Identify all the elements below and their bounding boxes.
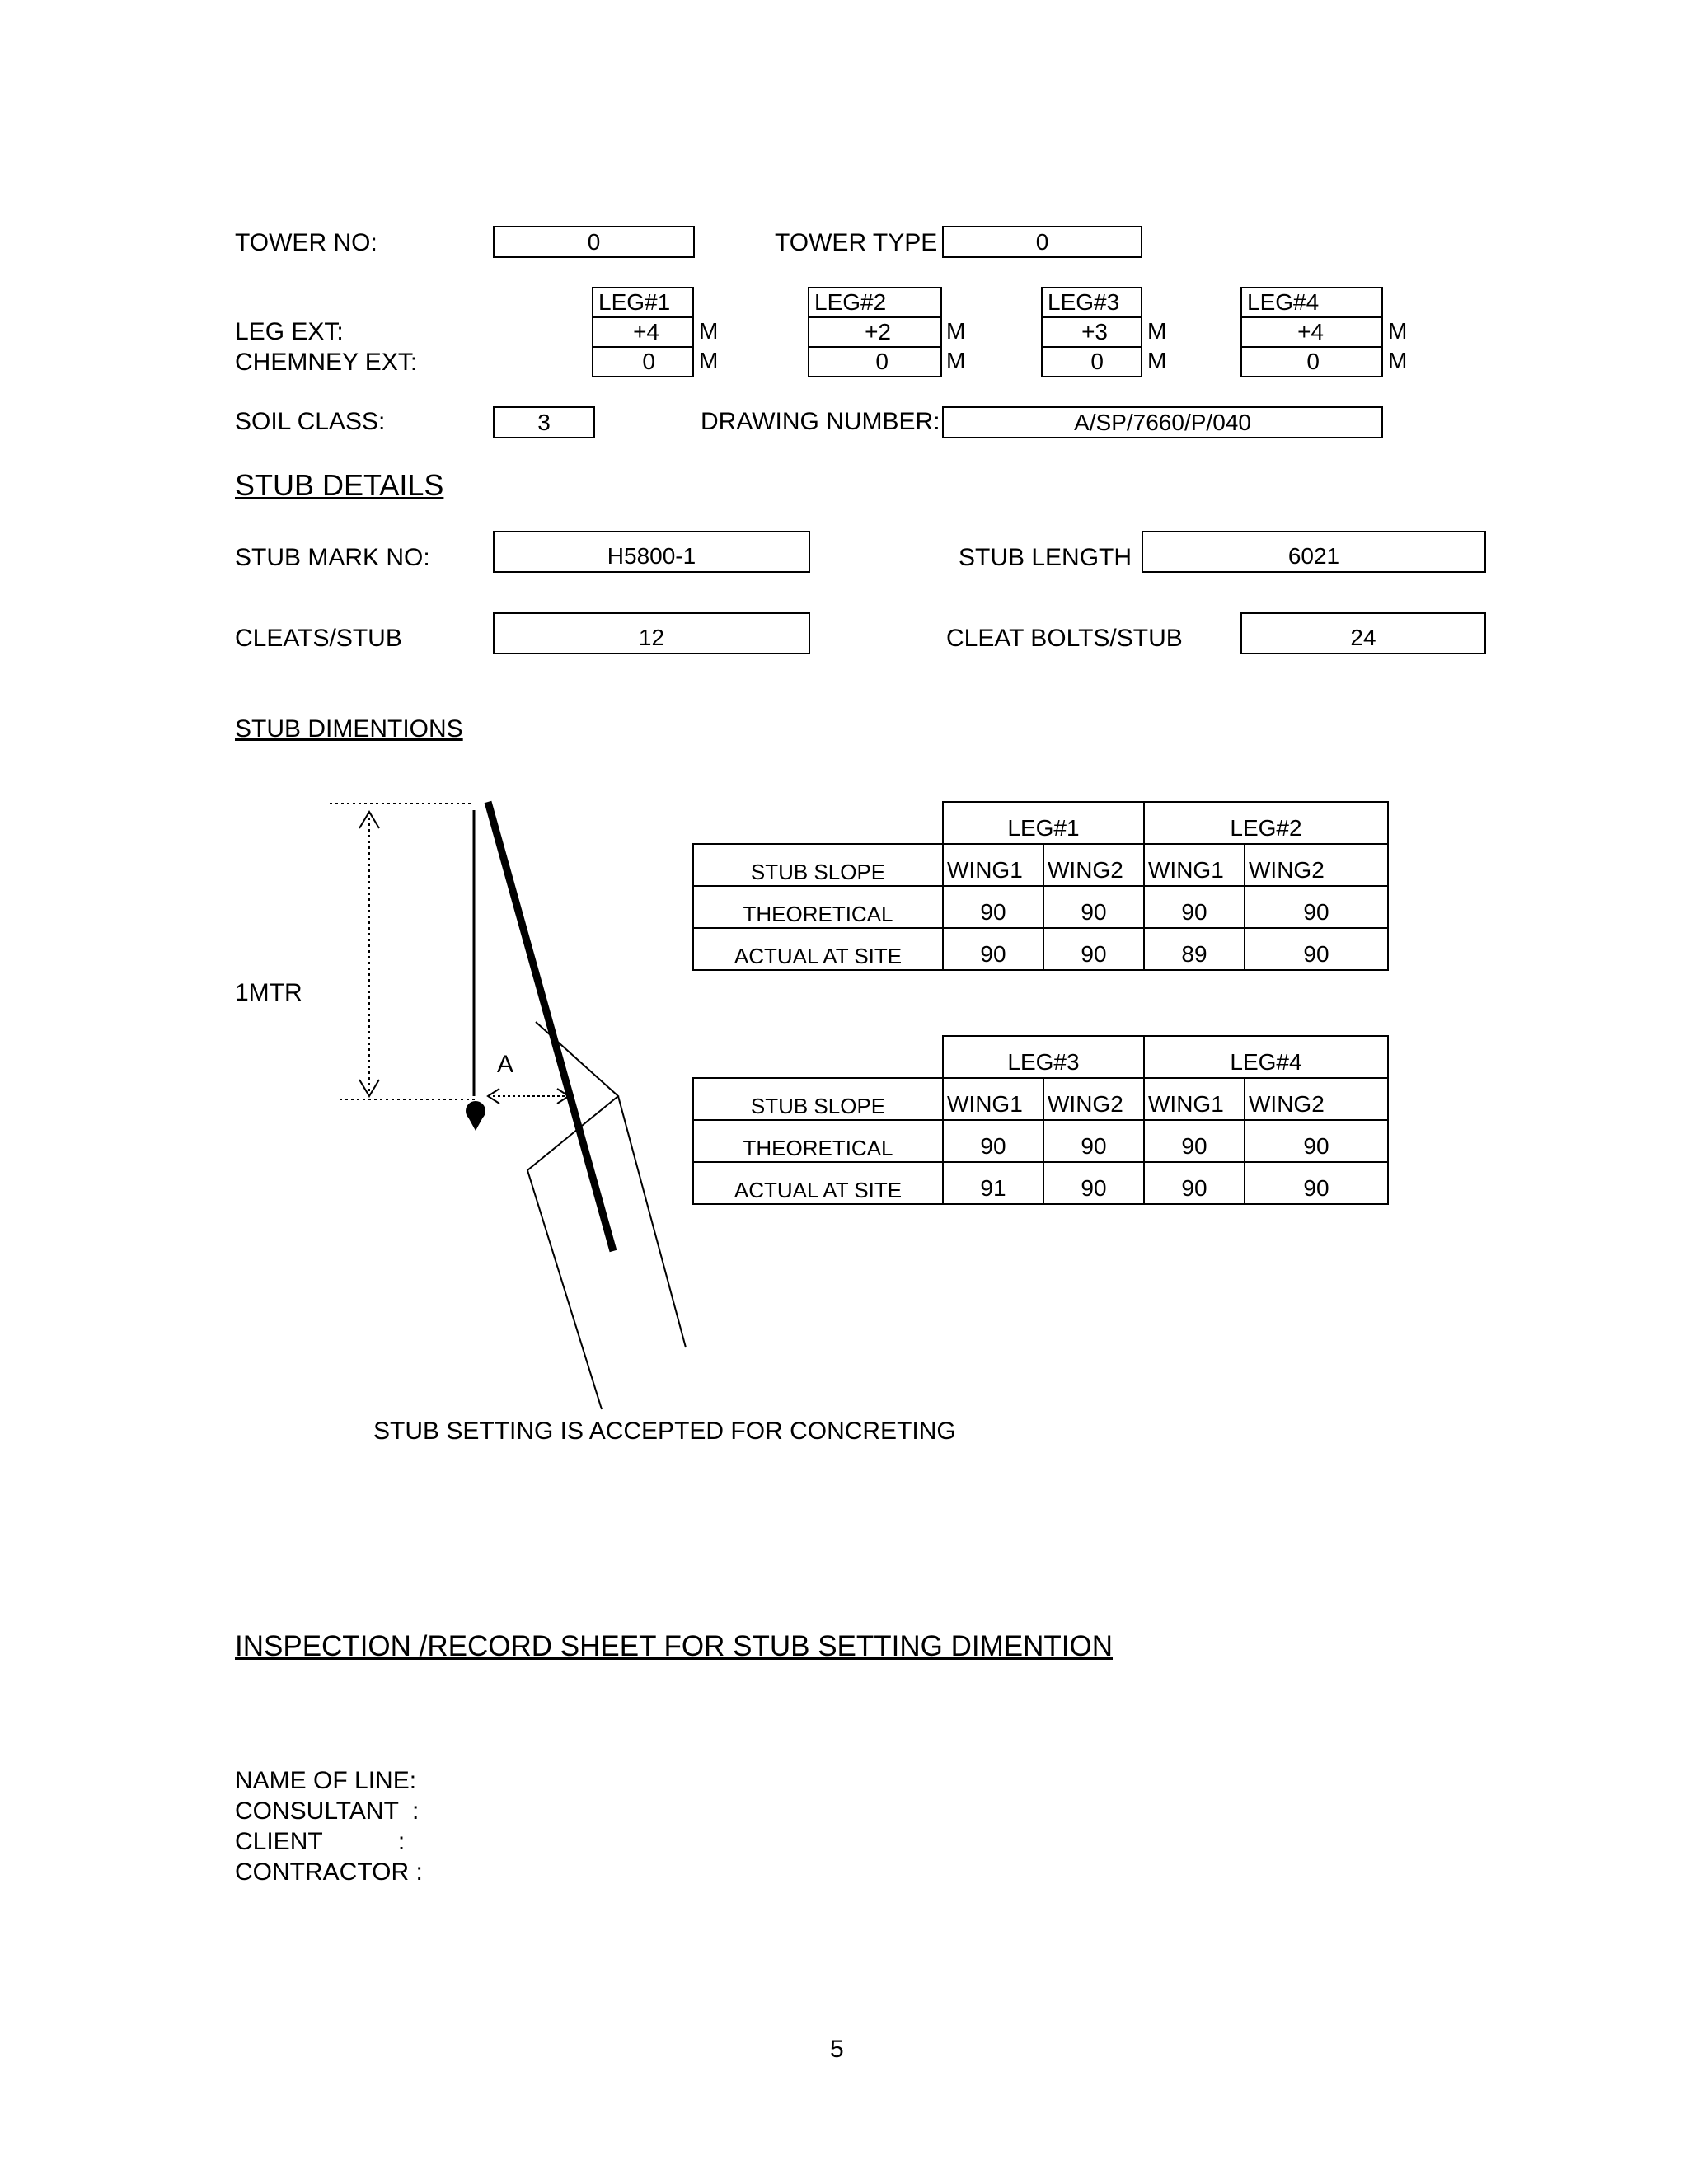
- stub-dimentions-heading: STUB DIMENTIONS: [235, 715, 463, 743]
- table1-wing-header: WING2: [1245, 844, 1388, 886]
- stub-length-field[interactable]: 6021: [1142, 531, 1486, 573]
- cleats-label: CLEATS/STUB: [235, 625, 402, 652]
- table2-wing-header: WING1: [943, 1078, 1043, 1120]
- table2-leg-header-2: LEG#4: [1144, 1036, 1388, 1078]
- table1-leg-header-1: LEG#1: [943, 802, 1144, 844]
- table1-theoretical-value[interactable]: 90: [943, 886, 1043, 928]
- leg2-chimney-ext-field[interactable]: 0: [808, 346, 942, 377]
- chimney-ext-label: CHEMNEY EXT:: [235, 349, 418, 376]
- leg1-leg-ext-field[interactable]: +4: [592, 316, 694, 348]
- record-sheet-title: INSPECTION /RECORD SHEET FOR STUB SETTING DIMENTION: [235, 1630, 1113, 1662]
- tower-no-field[interactable]: 0: [493, 226, 695, 258]
- leg3-header: LEG#3: [1041, 287, 1142, 318]
- leg4-header: LEG#4: [1240, 287, 1383, 318]
- table1-theoretical-label: THEORETICAL: [693, 886, 943, 928]
- table1-wing-header: WING1: [943, 844, 1043, 886]
- table2-actual-value[interactable]: 91: [943, 1162, 1043, 1204]
- table1-actual-label: ACTUAL AT SITE: [693, 928, 943, 970]
- leg2-chimney-ext-unit: M: [946, 348, 966, 373]
- leg3-chimney-ext-unit: M: [1147, 348, 1167, 373]
- leg-ext-label: LEG EXT:: [235, 318, 344, 345]
- contractor-label: CONTRACTOR :: [235, 1858, 423, 1886]
- cleats-field[interactable]: 12: [493, 612, 810, 654]
- tower-no-label: TOWER NO:: [235, 229, 377, 256]
- acceptance-text: STUB SETTING IS ACCEPTED FOR CONCRETING: [373, 1418, 956, 1445]
- leg4-chimney-ext-field[interactable]: 0: [1240, 346, 1383, 377]
- table2-theoretical-value[interactable]: 90: [1144, 1120, 1245, 1162]
- table1-theoretical-value[interactable]: 90: [1043, 886, 1144, 928]
- soil-class-label: SOIL CLASS:: [235, 408, 386, 435]
- table2-blank-cell: [693, 1036, 943, 1078]
- page-number: 5: [830, 2036, 844, 2063]
- leg2-leg-ext-unit: M: [946, 318, 966, 344]
- table2-theoretical-label: THEORETICAL: [693, 1120, 943, 1162]
- table2-actual-value[interactable]: 90: [1144, 1162, 1245, 1204]
- table1-wing-header: WING2: [1043, 844, 1144, 886]
- tower-type-field[interactable]: 0: [942, 226, 1142, 258]
- tower-type-label: TOWER TYPE: [775, 229, 938, 256]
- height-arrow-bottom: [359, 1080, 379, 1096]
- table1-theoretical-value[interactable]: 90: [1245, 886, 1388, 928]
- table1-leg-header-2: LEG#2: [1144, 802, 1388, 844]
- stub-length-label: STUB LENGTH: [959, 544, 1132, 571]
- table1-actual-value[interactable]: 90: [943, 928, 1043, 970]
- leg2-leg-ext-field[interactable]: +2: [808, 316, 942, 348]
- stub-slope-table-2: [692, 1035, 1389, 1205]
- table2-stub-slope-label: STUB SLOPE: [693, 1078, 943, 1120]
- leg2-header: LEG#2: [808, 287, 942, 318]
- drawing-number-field[interactable]: A/SP/7660/P/040: [942, 406, 1383, 438]
- table2-theoretical-value[interactable]: 90: [1043, 1120, 1144, 1162]
- leg1-leg-ext-unit: M: [699, 318, 719, 344]
- client-label: CLIENT :: [235, 1828, 406, 1855]
- leg1-header: LEG#1: [592, 287, 694, 318]
- leg1-chimney-ext-unit: M: [699, 348, 719, 373]
- table1-actual-value[interactable]: 90: [1245, 928, 1388, 970]
- table1-blank-cell: [693, 802, 943, 844]
- table1-theoretical-value[interactable]: 90: [1144, 886, 1245, 928]
- table1-stub-slope-label: STUB SLOPE: [693, 844, 943, 886]
- diagram-height-label: 1MTR: [235, 979, 302, 1006]
- stub-member: [488, 802, 613, 1251]
- table2-actual-value[interactable]: 90: [1245, 1162, 1388, 1204]
- leg4-leg-ext-field[interactable]: +4: [1240, 316, 1383, 348]
- table2-actual-value[interactable]: 90: [1043, 1162, 1144, 1204]
- diagram-offset-label: A: [497, 1051, 514, 1078]
- table2-theoretical-value[interactable]: 90: [1245, 1120, 1388, 1162]
- cleat-bolts-label: CLEAT BOLTS/STUB: [946, 625, 1183, 652]
- plumb-bob-tip: [467, 1114, 485, 1131]
- table2-wing-header: WING2: [1245, 1078, 1388, 1120]
- leg3-leg-ext-field[interactable]: +3: [1041, 316, 1142, 348]
- leg4-chimney-ext-unit: M: [1388, 348, 1408, 373]
- stub-mark-label: STUB MARK NO:: [235, 544, 430, 571]
- table2-wing-header: WING2: [1043, 1078, 1144, 1120]
- stub-slope-table-1: [692, 801, 1389, 971]
- cleat-bolts-field[interactable]: 24: [1240, 612, 1486, 654]
- table2-theoretical-value[interactable]: 90: [943, 1120, 1043, 1162]
- consultant-label: CONSULTANT :: [235, 1797, 420, 1825]
- leg3-leg-ext-unit: M: [1147, 318, 1167, 344]
- table1-actual-value[interactable]: 90: [1043, 928, 1144, 970]
- cleat-outline-right: [618, 1096, 686, 1347]
- table1-wing-header: WING1: [1144, 844, 1245, 886]
- soil-class-field[interactable]: 3: [493, 406, 595, 438]
- table2-leg-header-1: LEG#3: [943, 1036, 1144, 1078]
- leg4-leg-ext-unit: M: [1388, 318, 1408, 344]
- leg1-chimney-ext-field[interactable]: 0: [592, 346, 694, 377]
- table1-actual-value[interactable]: 89: [1144, 928, 1245, 970]
- stub-details-heading: STUB DETAILS: [235, 468, 444, 502]
- table2-actual-label: ACTUAL AT SITE: [693, 1162, 943, 1204]
- drawing-number-label: DRAWING NUMBER:: [701, 408, 940, 435]
- leg3-chimney-ext-field[interactable]: 0: [1041, 346, 1142, 377]
- name-of-line-label: NAME OF LINE:: [235, 1767, 417, 1794]
- table2-wing-header: WING1: [1144, 1078, 1245, 1120]
- stub-mark-field[interactable]: H5800-1: [493, 531, 810, 573]
